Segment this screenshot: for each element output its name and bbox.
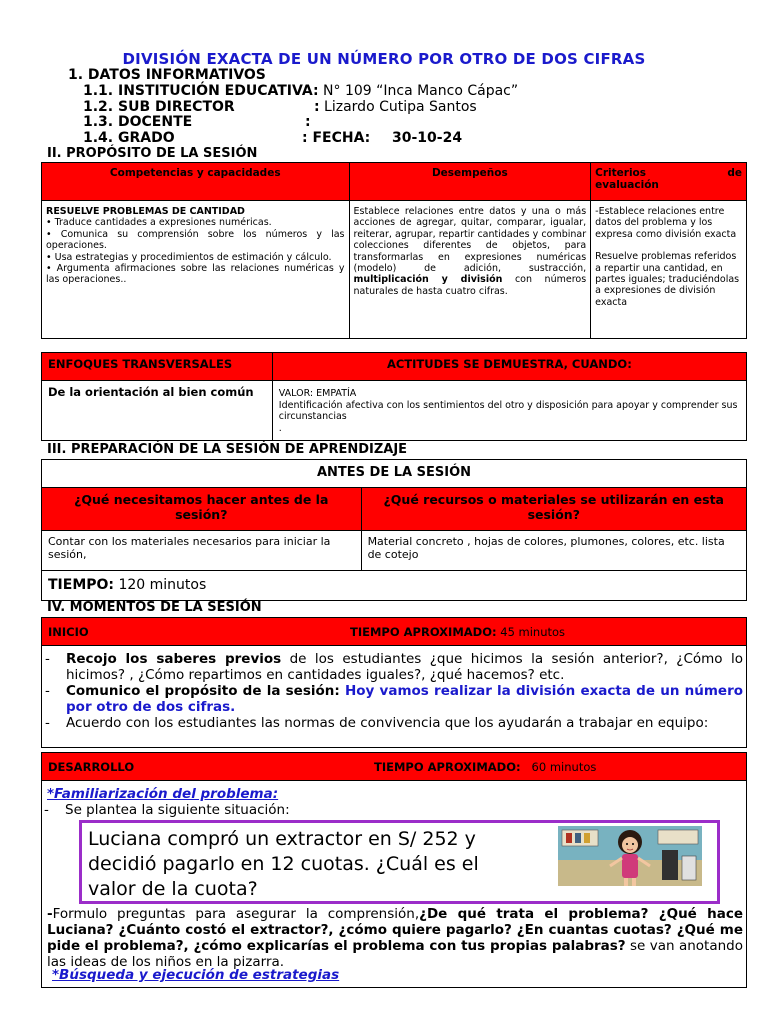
- info-heading: 1. DATOS INFORMATIVOS: [68, 67, 266, 83]
- actitudes-cell: [272, 381, 746, 441]
- header-competencias: Competencias y capacidades: [42, 163, 350, 201]
- criterios-word2: de: [727, 167, 742, 179]
- inicio-proposito: [42, 683, 743, 715]
- competencia-title: RESUELVE PROBLEMAS DE CANTIDAD: [46, 206, 245, 217]
- formulo-text: Formulo preguntas para asegurar la comprensión,: [52, 906, 420, 922]
- section-momentos: IV. MOMENTOS DE LA SESIÓN: [47, 600, 262, 615]
- subdirector-value: Lizardo Cutipa Santos: [319, 99, 477, 115]
- info-institucion: [83, 83, 518, 99]
- info-fecha-value: [392, 130, 462, 146]
- desempeno-end: con números naturales de hasta cuatro cifras.: [353, 274, 587, 297]
- inicio-box: [41, 617, 747, 748]
- document-title: DIVISIÓN EXACTA DE UN NÚMERO POR OTRO DE DOS CIFRAS: [122, 50, 646, 68]
- info-docente-colon: [305, 114, 311, 130]
- header-que-necesitamos: ¿Qué necesitamos hacer antes de la sesión?: [42, 488, 362, 531]
- inicio-tiempo-value: 45 minutos: [496, 625, 566, 639]
- preparacion-table: [41, 459, 747, 601]
- inicio-acuerdo: [42, 715, 743, 731]
- desempeno-text: Establece relaciones entre datos y una o más acciones de agregar, quitar, comparar, igualar, reiterar, agrupar, repartir cantidades y combinar colecciones diferentes de objetos, para transformarlas en expresiones numéricas (modelo) de adición, sustracción,: [353, 206, 587, 275]
- enfoque-cell: De la orientación al bien común: [42, 381, 273, 441]
- busqueda-heading: *Búsqueda y ejecución de estrategias: [52, 967, 340, 983]
- proposito-table: [41, 162, 747, 339]
- girl-kitchen-illustration: [558, 826, 702, 886]
- inicio-bar: [42, 618, 746, 646]
- desarrollo-tiempo-value: 60 minutos: [520, 760, 597, 774]
- familiarizacion-heading: *Familiarización del problema:: [47, 786, 279, 802]
- desarrollo-tiempo-label: TIEMPO APROXIMADO:: [374, 760, 521, 774]
- info-subdirector: [83, 99, 235, 115]
- fecha-label: : FECHA:: [302, 130, 371, 146]
- saberes-bold: Recojo los saberes previos: [66, 651, 282, 667]
- recursos-cell: Material concreto , hojas de colores, plumones, colores, etc. lista de cotejo: [361, 531, 746, 571]
- formulo-questions: ¿De qué trata el problema? ¿Qué hace Luciana? ¿Cuánto costó el extractor?, ¿cómo quiere pagarlo? ¿En cuantas cuotas? ¿Qué me pide el problema?, ¿cómo explicarías el problema con tus propias palabras?: [47, 906, 743, 954]
- institucion-label: 1.1. INSTITUCIÓN EDUCATIVA:: [83, 83, 319, 99]
- criterios-word1: Criterios: [595, 167, 647, 179]
- inicio-tiempo: [350, 625, 565, 639]
- plantea-line: [41, 802, 741, 818]
- competencias-cell: [42, 201, 350, 339]
- header-criterios: [591, 163, 747, 201]
- section-preparacion: III. PREPARACIÓN DE LA SESIÓN DE APRENDIZAJE: [47, 442, 408, 457]
- docente-label: 1.3. DOCENTE: [83, 114, 193, 130]
- antes-sesion-heading: ANTES DE LA SESIÓN: [42, 460, 747, 488]
- inicio-saberes: [42, 651, 743, 683]
- desarrollo-bar: [42, 753, 746, 781]
- info-subdirector-value: [314, 99, 477, 115]
- header-que-recursos: ¿Qué recursos o materiales se utilizarán en esta sesión?: [361, 488, 746, 531]
- competencia-item: • Usa estrategias y procedimientos de estimación y cálculo.: [46, 251, 332, 263]
- antes-actividad-cell: Contar con los materiales necesarios para iniciar la sesión,: [42, 531, 362, 571]
- problem-text: Luciana compró un extractor en S/ 252 y decidió pagarlo en 12 cuotas. ¿Cuál es el valor de la cuota?: [88, 828, 479, 900]
- actitud-dot: .: [278, 422, 282, 434]
- desarrollo-tiempo: [374, 760, 596, 774]
- criterio-2: Resuelve problemas referidos a repartir una cantidad, en partes iguales; traduciéndolas a expresiones de división exacta: [595, 251, 740, 308]
- actitud-text: Identificación afectiva con los sentimientos del otro y disposición para apoyar y comprender sus circunstancias: [278, 399, 738, 422]
- docente-colon: :: [305, 114, 311, 130]
- desempeno-bold: multiplicación y división: [353, 274, 503, 286]
- subdirector-label: 1.2. SUB DIRECTOR: [83, 99, 235, 115]
- desarrollo-label: DESARROLLO: [48, 760, 135, 774]
- criterios-word3: evaluación: [595, 179, 659, 191]
- inicio-label: INICIO: [48, 625, 89, 639]
- info-docente: [83, 114, 192, 130]
- tiempo-label: TIEMPO:: [48, 577, 115, 593]
- competencia-item: • Comunica su comprensión sobre los números y las operaciones.: [46, 228, 345, 252]
- inicio-tiempo-label: TIEMPO APROXIMADO:: [350, 625, 497, 639]
- competencia-item: • Traduce cantidades a expresiones numéricas.: [46, 217, 272, 229]
- competencia-item: • Argumenta afirmaciones sobre las relaciones numéricas y las operaciones..: [46, 263, 345, 286]
- header-enfoques: ENFOQUES TRANSVERSALES: [42, 353, 273, 381]
- institucion-value: N° 109 “Inca Manco Cápac”: [318, 83, 519, 99]
- tiempo-value: 120 minutos: [114, 577, 207, 593]
- formulo-dash: -: [47, 906, 53, 922]
- header-desempenos: Desempeños: [349, 163, 591, 201]
- plantea-text: Se plantea la siguiente situación:: [65, 802, 290, 818]
- valor-label: VALOR: EMPATÍA: [278, 388, 357, 399]
- saberes-text: de los estudiantes ¿que hicimos la sesión anterior?, ¿Cómo lo hicimos? , ¿Cómo repartimos en cantidades iguales?, ¿qué hacemos? etc.: [66, 651, 743, 683]
- section-proposito: II. PROPÓSITO DE LA SESIÓN: [47, 146, 258, 161]
- info-grado: [83, 130, 175, 146]
- proposito-blue: Hoy vamos realizar la división exacta de un número por otro de dos cifras.: [66, 683, 744, 715]
- criterios-cell: [591, 201, 747, 339]
- acuerdo-text: Acuerdo con los estudiantes las normas de convivencia que los ayudarán a trabajar en equipo:: [66, 715, 709, 731]
- criterio-1: -Establece relaciones entre datos del problema y los expresa como división exacta: [595, 206, 737, 240]
- desempenos-cell: [349, 201, 591, 339]
- header-actitudes: ACTITUDES SE DEMUESTRA, CUANDO:: [272, 353, 746, 381]
- formulo-end: se van anotando las ideas de los niños en la pizarra.: [47, 938, 743, 970]
- proposito-bold: Comunico el propósito de la sesión:: [66, 683, 345, 699]
- subdirector-colon: :: [314, 99, 320, 115]
- fecha-value: 30-10-24: [392, 130, 463, 146]
- tiempo-cell: [42, 571, 747, 601]
- enfoques-table: [41, 352, 747, 441]
- grado-label: 1.4. GRADO: [83, 130, 175, 146]
- info-fecha: [302, 130, 370, 146]
- formulo-paragraph: [47, 906, 743, 970]
